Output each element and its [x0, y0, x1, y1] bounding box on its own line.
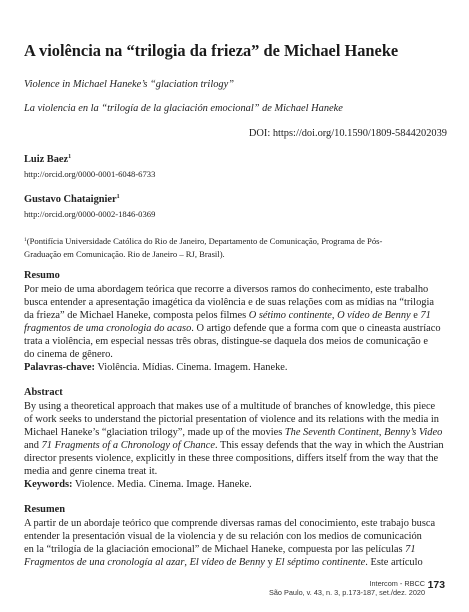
affiliation: $^1$(Pontifícia Universidade Católica do Rio de Janeiro, Departamento de Comunicação, Programa de Pós- Graduação em Comunicação. Rio de Janeiro – RJ, Brasil).: [24, 236, 383, 259]
subtitle-english: Violence in Michael Haneke’s “glaciation trilogy”: [24, 79, 234, 90]
resumo-heading: Resumo: [24, 270, 60, 281]
abstract-heading: Abstract: [24, 387, 63, 398]
resumen-text: A partir de un abordaje teórico que comprende diversas ramas del conocimiento, este trabajo busca entender la presentación visual de la violencia y de su relación con los medios de comunicación en la “trilogía de la glaciación emocional” de Michael Haneke, compuesta por las películas 71 Fragmentos de una cronología al azar, El vídeo de Benny y El séptimo continente. Este artículo: [24, 518, 436, 569]
resumo-text: Por meio de uma abordagem teórica que recorre a diversos ramos do conhecimento, este trabalho busca entender a apresentação imagética da violência e de suas relações com as mídias na “trilogia da frieza” de Michael Haneke, composta pelos filmes O sétimo continente, O vídeo de Benny e 71 fragmentos de uma cronologia do acaso. O artigo defende que a forma com que o cineasta austríaco trata a violência, em especial nessas três obras, distingue-se daquela dos meios de comunicação e do cinema de gênero.: [24, 284, 441, 361]
subtitle-spanish: La violencia en la “trilogía de la glaciación emocional” de Michael Haneke: [24, 103, 343, 114]
palavras-chave: Palavras-chave: Violência. Mídias. Cinema. Imagem. Haneke.: [24, 362, 288, 373]
article-title: A violência na “trilogia da frieza” de Michael Haneke: [24, 41, 399, 60]
author-orcid-link[interactable]: http://orcid.org/0000-0001-6048-6733: [24, 169, 156, 179]
author-name: Luiz Baez$^1$: [24, 154, 72, 165]
doi-link[interactable]: DOI: https://doi.org/10.1590/1809-5844202039: [248, 128, 447, 139]
abstract-text: By using a theoretical approach that makes use of a multitude of branches of knowledge, this piece of work seeks to understand the pictorial presentation of violence and its relations with the media in Michael Haneke’s “glaciation trilogy”, made up of the movies The Seventh Continent, Benny’s Video and 71 Fragments of a Chronology of Chance. This essay defends that the way in which the Austrian director presents violence, explicitly in these three compositions, differs itself from the way that the media and genre cinema treat it.: [24, 401, 444, 478]
journal-footer: Intercom - RBCC São Paulo, v. 43, n. 3, p.173-187, set./dez. 2020: [268, 579, 425, 597]
keywords: Keywords: Violence. Media. Cinema. Image. Haneke.: [24, 479, 252, 490]
page-number: 173: [427, 580, 445, 591]
author-orcid-link[interactable]: http://orcid.org/0000-0002-1846-0369: [24, 209, 156, 219]
resumen-heading: Resumen: [24, 504, 65, 515]
author-name: Gustavo Chataignier$^1$: [24, 194, 120, 205]
